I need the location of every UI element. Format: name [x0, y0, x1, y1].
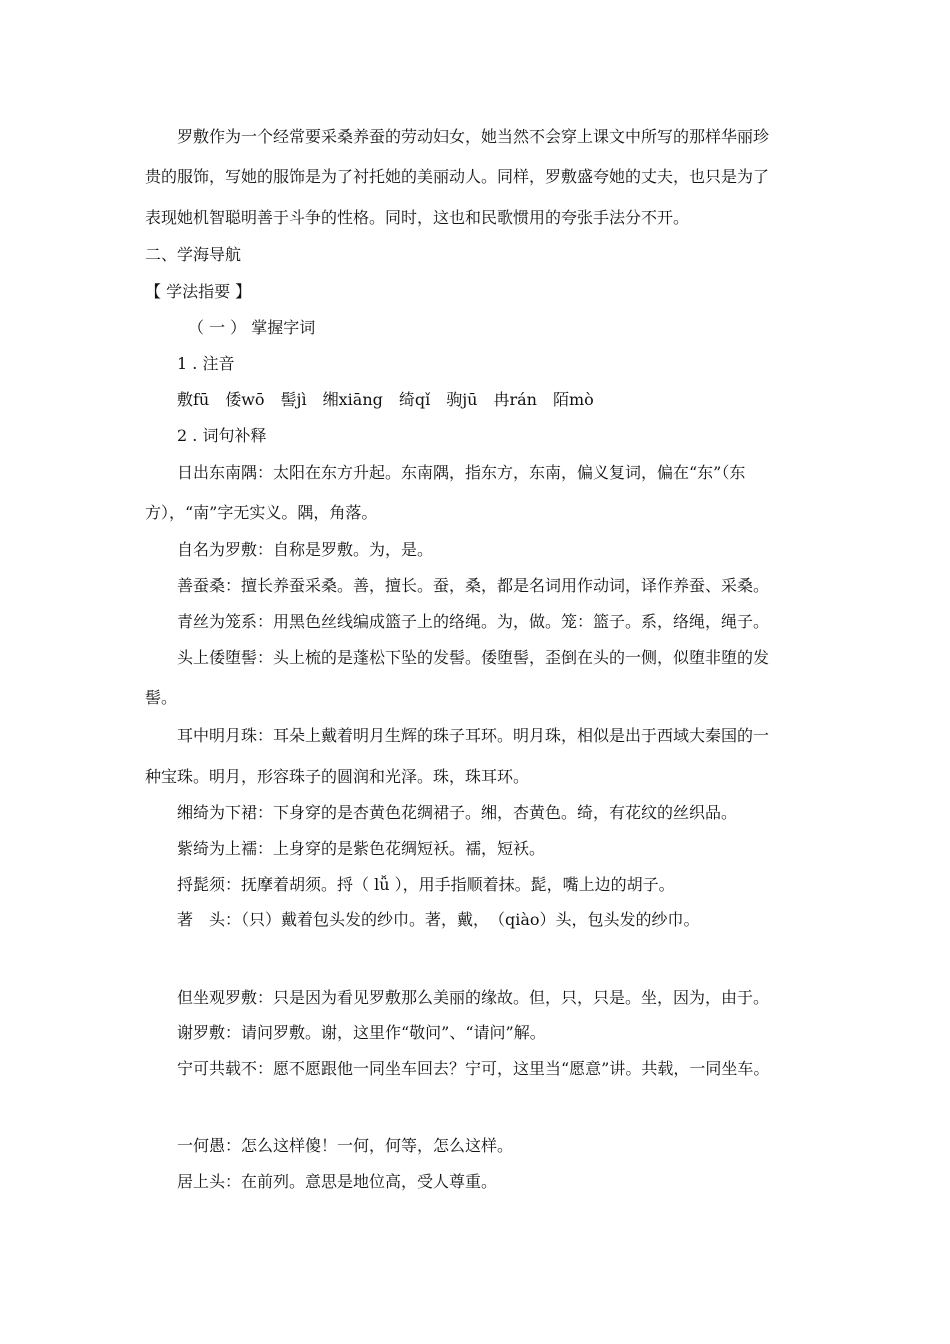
gloss-line: 青丝为笼系：用黑色丝线编成篮子上的络绳。为，做。笼：篮子。系，络绳，绳子。	[177, 612, 770, 631]
intro-line-2: 贵的服饰，写她的服饰是为了衬托她的美丽动人。同样，罗敷盛夸她的丈夫，也只是为了	[145, 167, 770, 186]
gloss-line: 捋髭须：抚摩着胡须。捋（ lǚ ），用手指顺着抹。髭，嘴上边的胡子。	[177, 875, 675, 894]
gloss-line: 紫绮为上襦：上身穿的是紫色花绸短袄。襦，短袄。	[177, 839, 546, 858]
gloss-line: 头上倭堕髻：头上梳的是蓬松下坠的发髻。倭堕髻，歪倒在头的一侧，似堕非堕的发	[177, 648, 770, 667]
gloss-line: 缃绮为下裙：下身穿的是杏黄色花绸裙子。缃，杏黄色。绮，有花纹的丝织品。	[177, 803, 738, 822]
gloss-line: 谢罗敷：请问罗敷。谢，这里作“敬问”、“请问”解。	[177, 1023, 546, 1042]
gloss-line: 耳中明月珠：耳朵上戴着明月生辉的珠子耳环。明月珠，相似是出于西域大秦国的一	[177, 726, 770, 745]
gloss-line: 髻。	[145, 688, 178, 707]
pinyin-line: 敷fū 倭wō 髻jì 缃xiāng 绮qǐ 驹jū 冉rán 陌mò	[177, 390, 594, 409]
gloss-line: 自名为罗敷：自称是罗敷。为，是。	[177, 540, 434, 559]
gloss-line: 日出东南隅：太阳在东方升起。东南隅，指东方，东南，偏义复词，偏在“东”（东	[177, 463, 746, 482]
gloss-line: 善蚕桑：擅长养蚕采桑。善，擅长。蚕，桑，都是名词用作动词，译作养蚕、采桑。	[177, 576, 770, 595]
subsection-heading: （ 一 ） 掌握字词	[188, 318, 316, 337]
gloss-line: 方），“南”字无实义。隅，角落。	[145, 503, 378, 522]
gloss-line: 居上头：在前列。意思是地位高，受人尊重。	[177, 1172, 498, 1191]
item-heading-glossary: 2 . 词句补释	[177, 426, 267, 445]
gloss-line: 种宝珠。明月，形容珠子的圆润和光泽。珠，珠耳环。	[145, 767, 530, 786]
intro-line-3: 表现她机智聪明善于斗争的性格。同时，这也和民歌惯用的夸张手法分不开。	[145, 208, 690, 227]
section-heading: 二、学海导航	[145, 245, 242, 264]
gloss-line: 著 头：（只）戴着包头发的纱巾。著，戴， （qiào）头，包头发的纱巾。	[177, 910, 700, 929]
item-heading-pronunciation: 1 . 注音	[177, 354, 235, 373]
gloss-line: 但坐观罗敷：只是因为看见罗敷那么美丽的缘故。但，只，只是。坐，因为，由于。	[177, 988, 770, 1007]
intro-line-1: 罗敷作为一个经常要采桑养蚕的劳动妇女，她当然不会穿上课文中所写的那样华丽珍	[177, 127, 770, 146]
gloss-line: 一何愚：怎么这样傻！一何，何等，怎么这样。	[177, 1136, 514, 1155]
guide-heading: 【 学法指要 】	[145, 282, 252, 301]
gloss-line: 宁可共载不：愿不愿跟他一同坐车回去？宁可，这里当“愿意”讲。共载，一同坐车。	[177, 1059, 770, 1078]
